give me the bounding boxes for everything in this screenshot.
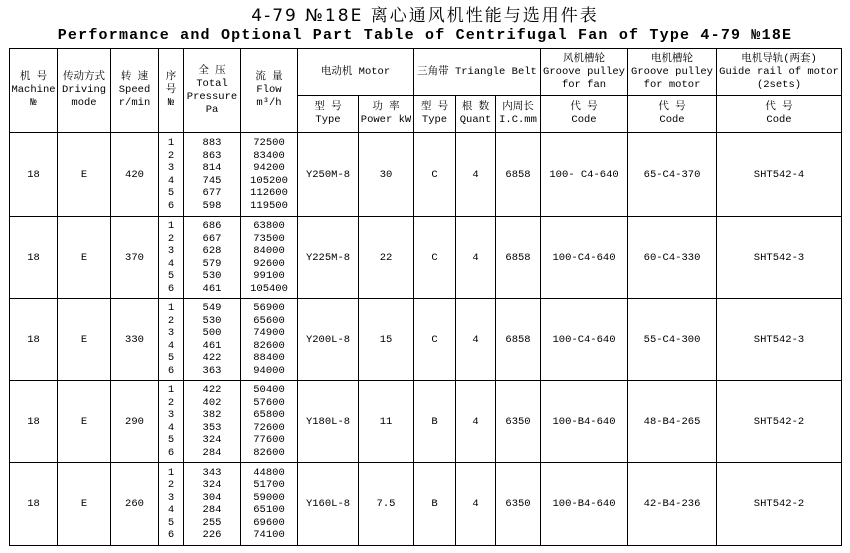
table-row bbox=[10, 381, 842, 463]
page-subtitle: Performance and Optional Part Table of Centrifugal Fan of Type 4-79 №18E bbox=[57, 27, 793, 44]
list-item: 3 bbox=[167, 409, 175, 421]
list-item: 65600 bbox=[253, 314, 285, 327]
header-fan-pulley-code bbox=[541, 96, 628, 133]
list-item: 77600 bbox=[253, 434, 285, 446]
list-item: 461 bbox=[202, 282, 222, 295]
header-row-1 bbox=[10, 49, 842, 96]
seq-no-cell bbox=[159, 217, 184, 299]
list-item: 6 bbox=[167, 282, 175, 295]
flow-list bbox=[241, 467, 297, 542]
list-item: 549 bbox=[202, 302, 222, 314]
total-pressure-list bbox=[184, 220, 240, 295]
motor-power-cell: 22 bbox=[359, 217, 414, 299]
list-item: 686 bbox=[202, 220, 222, 232]
header-label: 风机槽轮 bbox=[563, 52, 606, 65]
list-item: 598 bbox=[202, 199, 222, 212]
list-item: 5 bbox=[167, 434, 175, 446]
belt-type-cell: C bbox=[414, 299, 456, 381]
flow-cell bbox=[241, 217, 298, 299]
list-item: 530 bbox=[202, 314, 222, 327]
header-label: № bbox=[167, 97, 175, 109]
belt-type-cell: B bbox=[414, 463, 456, 546]
header-label: for fan bbox=[561, 78, 607, 91]
header-label: Pa bbox=[205, 103, 219, 116]
list-item: 745 bbox=[202, 174, 222, 187]
machine-no-cell: 18 bbox=[10, 299, 58, 381]
header-label: 三角带 Triangle Belt bbox=[417, 65, 537, 78]
table-row bbox=[10, 463, 842, 546]
header-motor-pulley-code bbox=[628, 96, 717, 133]
header-label: Speed bbox=[118, 84, 151, 96]
header-label: for motor bbox=[643, 78, 701, 91]
motor-pulley-code-cell: 42-B4-236 bbox=[628, 463, 717, 546]
list-item: 402 bbox=[202, 396, 222, 409]
driving-mode-cell: E bbox=[58, 217, 111, 299]
list-item: 119500 bbox=[250, 199, 288, 212]
header-label: 流 量 bbox=[255, 71, 283, 83]
header-guide-rail-code bbox=[717, 96, 842, 133]
machine-no-cell: 18 bbox=[10, 133, 58, 217]
flow-list bbox=[241, 137, 297, 212]
header-label: 电机导轨(两套) bbox=[741, 52, 817, 65]
header-motor-group bbox=[298, 49, 414, 96]
list-item: 65100 bbox=[253, 504, 285, 516]
list-item: 63800 bbox=[253, 220, 285, 232]
seq-no-cell bbox=[159, 133, 184, 217]
list-item: 74900 bbox=[253, 327, 285, 339]
total-pressure-list bbox=[184, 137, 240, 212]
seq-no-list bbox=[159, 467, 183, 542]
belt-type-cell: C bbox=[414, 133, 456, 217]
header-label: m³/h bbox=[256, 97, 282, 109]
list-item: 2 bbox=[167, 479, 175, 491]
header-label: mode bbox=[71, 97, 97, 109]
list-item: 4 bbox=[167, 339, 175, 352]
list-item: 628 bbox=[202, 245, 222, 257]
list-item: 105400 bbox=[250, 282, 288, 295]
list-item: 4 bbox=[167, 421, 175, 434]
header-seq-no bbox=[159, 49, 184, 133]
list-item: 422 bbox=[202, 352, 222, 364]
belt-type-cell: B bbox=[414, 381, 456, 463]
list-item: 530 bbox=[202, 270, 222, 282]
list-item: 74100 bbox=[253, 529, 285, 541]
header-label: Machine bbox=[11, 84, 56, 96]
seq-no-cell bbox=[159, 463, 184, 546]
motor-type-cell: Y250M-8 bbox=[298, 133, 359, 217]
list-item: 6 bbox=[167, 364, 175, 377]
list-item: 83400 bbox=[253, 149, 285, 162]
belt-quant-cell: 4 bbox=[456, 299, 496, 381]
flow-cell bbox=[241, 463, 298, 546]
list-item: 73500 bbox=[253, 232, 285, 245]
header-label: (2sets) bbox=[756, 78, 802, 91]
flow-cell bbox=[241, 381, 298, 463]
header-label: Power kW bbox=[360, 114, 412, 126]
fan-pulley-code-cell: 100- C4-640 bbox=[541, 133, 628, 217]
page-title: 4-79 №18E 离心通风机性能与选用件表 bbox=[251, 6, 599, 26]
total-pressure-cell bbox=[184, 299, 241, 381]
list-item: 2 bbox=[167, 396, 175, 409]
list-item: 88400 bbox=[253, 352, 285, 364]
header-fan-pulley bbox=[541, 49, 628, 96]
machine-no-cell: 18 bbox=[10, 463, 58, 546]
total-pressure-cell bbox=[184, 381, 241, 463]
table-body bbox=[10, 133, 842, 546]
header-speed bbox=[111, 49, 159, 133]
driving-mode-cell: E bbox=[58, 299, 111, 381]
header-label: Pressure bbox=[186, 90, 238, 103]
table-header bbox=[10, 49, 842, 133]
header-label: Type bbox=[421, 114, 448, 126]
list-item: 84000 bbox=[253, 245, 285, 257]
motor-pulley-code-cell: 60-C4-330 bbox=[628, 217, 717, 299]
list-item: 226 bbox=[202, 529, 222, 541]
belt-quant-cell: 4 bbox=[456, 381, 496, 463]
list-item: 2 bbox=[167, 314, 175, 327]
header-label: 转 速 bbox=[120, 71, 149, 83]
seq-no-list bbox=[159, 302, 183, 377]
header-belt-type bbox=[414, 96, 456, 133]
list-item: 1 bbox=[167, 137, 175, 149]
header-label: Groove pulley bbox=[543, 65, 625, 78]
fan-pulley-code-cell: 100-C4-640 bbox=[541, 299, 628, 381]
header-label: Type bbox=[315, 114, 341, 126]
header-label: 根 数 bbox=[461, 101, 490, 113]
list-item: 284 bbox=[202, 446, 222, 459]
belt-type-cell: C bbox=[414, 217, 456, 299]
header-label: 代 号 bbox=[570, 101, 598, 113]
guide-rail-code-cell: SHT542-4 bbox=[717, 133, 842, 217]
header-motor-power bbox=[359, 96, 414, 133]
total-pressure-list bbox=[184, 384, 240, 459]
performance-table bbox=[9, 48, 842, 546]
flow-cell bbox=[241, 133, 298, 217]
motor-pulley-code-cell: 48-B4-265 bbox=[628, 381, 717, 463]
header-label: Total bbox=[196, 77, 228, 90]
seq-no-list bbox=[159, 384, 183, 459]
belt-length-cell: 6858 bbox=[496, 299, 541, 381]
seq-no-cell bbox=[159, 299, 184, 381]
list-item: 667 bbox=[202, 232, 222, 245]
header-driving-mode bbox=[58, 49, 111, 133]
list-item: 44800 bbox=[253, 466, 285, 479]
list-item: 255 bbox=[202, 516, 222, 529]
header-label: Code bbox=[659, 114, 685, 126]
motor-power-cell: 11 bbox=[359, 381, 414, 463]
motor-type-cell: Y200L-8 bbox=[298, 299, 359, 381]
speed-cell: 260 bbox=[111, 463, 159, 546]
list-item: 99100 bbox=[253, 270, 285, 282]
list-item: 343 bbox=[202, 466, 222, 479]
table-row bbox=[10, 299, 842, 381]
flow-list bbox=[241, 384, 297, 459]
total-pressure-cell bbox=[184, 133, 241, 217]
header-label: Quant bbox=[459, 114, 492, 126]
belt-length-cell: 6858 bbox=[496, 217, 541, 299]
list-item: 82600 bbox=[253, 446, 285, 459]
motor-pulley-code-cell: 65-C4-370 bbox=[628, 133, 717, 217]
driving-mode-cell: E bbox=[58, 381, 111, 463]
fan-pulley-code-cell: 100-B4-640 bbox=[541, 463, 628, 546]
header-total-pressure bbox=[184, 49, 241, 133]
list-item: 82600 bbox=[253, 339, 285, 352]
motor-power-cell: 30 bbox=[359, 133, 414, 217]
speed-cell: 330 bbox=[111, 299, 159, 381]
list-item: 92600 bbox=[253, 257, 285, 270]
header-label: Driving bbox=[61, 84, 107, 96]
flow-list bbox=[241, 302, 297, 377]
guide-rail-code-cell: SHT542-3 bbox=[717, 217, 842, 299]
seq-no-list bbox=[159, 220, 183, 295]
header-label: 代 号 bbox=[658, 101, 686, 113]
fan-pulley-code-cell: 100-B4-640 bbox=[541, 381, 628, 463]
motor-pulley-code-cell: 55-C4-300 bbox=[628, 299, 717, 381]
seq-no-list bbox=[159, 137, 183, 212]
header-guide-rail bbox=[717, 49, 842, 96]
header-label: 电机槽轮 bbox=[651, 52, 694, 65]
list-item: 59000 bbox=[253, 491, 285, 504]
list-item: 3 bbox=[167, 491, 175, 504]
header-label: Code bbox=[571, 114, 597, 126]
list-item: 324 bbox=[202, 479, 222, 491]
list-item: 5 bbox=[167, 516, 175, 529]
belt-length-cell: 6858 bbox=[496, 133, 541, 217]
list-item: 324 bbox=[202, 434, 222, 446]
list-item: 105200 bbox=[250, 174, 288, 187]
list-item: 422 bbox=[202, 384, 222, 396]
list-item: 382 bbox=[202, 409, 222, 421]
table-row bbox=[10, 217, 842, 299]
list-item: 1 bbox=[167, 466, 175, 479]
belt-quant-cell: 4 bbox=[456, 217, 496, 299]
belt-quant-cell: 4 bbox=[456, 463, 496, 546]
list-item: 4 bbox=[167, 257, 175, 270]
motor-type-cell: Y160L-8 bbox=[298, 463, 359, 546]
list-item: 6 bbox=[167, 199, 175, 212]
header-label: 代 号 bbox=[765, 101, 793, 113]
list-item: 284 bbox=[202, 504, 222, 516]
header-label: 型 号 bbox=[420, 101, 449, 113]
driving-mode-cell: E bbox=[58, 133, 111, 217]
speed-cell: 290 bbox=[111, 381, 159, 463]
seq-no-cell bbox=[159, 381, 184, 463]
list-item: 3 bbox=[167, 245, 175, 257]
header-label: 号 bbox=[165, 84, 177, 96]
motor-power-cell: 7.5 bbox=[359, 463, 414, 546]
speed-cell: 420 bbox=[111, 133, 159, 217]
header-label: Guide rail of motor bbox=[719, 65, 839, 78]
header-belt-length bbox=[496, 96, 541, 133]
motor-power-cell: 15 bbox=[359, 299, 414, 381]
header-flow bbox=[241, 49, 298, 133]
list-item: 51700 bbox=[253, 479, 285, 491]
header-label: Groove pulley bbox=[631, 65, 713, 78]
list-item: 57600 bbox=[253, 396, 285, 409]
list-item: 5 bbox=[167, 270, 175, 282]
list-item: 814 bbox=[202, 162, 222, 174]
total-pressure-cell bbox=[184, 463, 241, 546]
guide-rail-code-cell: SHT542-3 bbox=[717, 299, 842, 381]
belt-length-cell: 6350 bbox=[496, 463, 541, 546]
list-item: 1 bbox=[167, 384, 175, 396]
list-item: 579 bbox=[202, 257, 222, 270]
header-label: № bbox=[30, 97, 37, 109]
driving-mode-cell: E bbox=[58, 463, 111, 546]
list-item: 4 bbox=[167, 174, 175, 187]
motor-type-cell: Y180L-8 bbox=[298, 381, 359, 463]
belt-quant-cell: 4 bbox=[456, 133, 496, 217]
list-item: 6 bbox=[167, 446, 175, 459]
header-motor-pulley bbox=[628, 49, 717, 96]
list-item: 94000 bbox=[253, 364, 285, 377]
machine-no-cell: 18 bbox=[10, 381, 58, 463]
flow-list bbox=[241, 220, 297, 295]
list-item: 72500 bbox=[253, 137, 285, 149]
list-item: 5 bbox=[167, 187, 175, 199]
list-item: 94200 bbox=[253, 162, 285, 174]
list-item: 5 bbox=[167, 352, 175, 364]
list-item: 4 bbox=[167, 504, 175, 516]
header-belt-group bbox=[414, 49, 541, 96]
header-label: 序 bbox=[165, 71, 177, 83]
list-item: 500 bbox=[202, 327, 222, 339]
list-item: 72600 bbox=[253, 421, 285, 434]
header-label: I.C.mm bbox=[499, 114, 537, 126]
fan-pulley-code-cell: 100-C4-640 bbox=[541, 217, 628, 299]
list-item: 461 bbox=[202, 339, 222, 352]
list-item: 3 bbox=[167, 162, 175, 174]
total-pressure-list bbox=[184, 302, 240, 377]
list-item: 56900 bbox=[253, 302, 285, 314]
total-pressure-list bbox=[184, 467, 240, 542]
header-belt-quant bbox=[456, 96, 496, 133]
table-row bbox=[10, 133, 842, 217]
list-item: 112600 bbox=[250, 187, 288, 199]
header-label: 电动机 Motor bbox=[320, 65, 391, 78]
belt-length-cell: 6350 bbox=[496, 381, 541, 463]
header-label: 全 压 bbox=[198, 64, 226, 77]
list-item: 677 bbox=[202, 187, 222, 199]
guide-rail-code-cell: SHT542-2 bbox=[717, 463, 842, 546]
list-item: 363 bbox=[202, 364, 222, 377]
header-label: 功 率 bbox=[372, 101, 400, 113]
list-item: 304 bbox=[202, 491, 222, 504]
header-label: r/min bbox=[118, 97, 151, 109]
list-item: 863 bbox=[202, 149, 222, 162]
list-item: 50400 bbox=[253, 384, 285, 396]
header-label: 机 号 bbox=[19, 71, 48, 83]
list-item: 1 bbox=[167, 302, 175, 314]
list-item: 1 bbox=[167, 220, 175, 232]
header-label: 传动方式 bbox=[63, 71, 105, 83]
speed-cell: 370 bbox=[111, 217, 159, 299]
list-item: 2 bbox=[167, 232, 175, 245]
header-label: 内周长 bbox=[502, 101, 534, 113]
total-pressure-cell bbox=[184, 217, 241, 299]
list-item: 65800 bbox=[253, 409, 285, 421]
list-item: 6 bbox=[167, 529, 175, 541]
header-label: Flow bbox=[256, 84, 282, 96]
header-label: 型 号 bbox=[314, 101, 342, 113]
header-label: Code bbox=[766, 114, 792, 126]
list-item: 883 bbox=[202, 137, 222, 149]
list-item: 3 bbox=[167, 327, 175, 339]
motor-type-cell: Y225M-8 bbox=[298, 217, 359, 299]
list-item: 2 bbox=[167, 149, 175, 162]
flow-cell bbox=[241, 299, 298, 381]
guide-rail-code-cell: SHT542-2 bbox=[717, 381, 842, 463]
machine-no-cell: 18 bbox=[10, 217, 58, 299]
header-motor-type bbox=[298, 96, 359, 133]
header-machine-no bbox=[10, 49, 58, 133]
list-item: 69600 bbox=[253, 516, 285, 529]
list-item: 353 bbox=[202, 421, 222, 434]
